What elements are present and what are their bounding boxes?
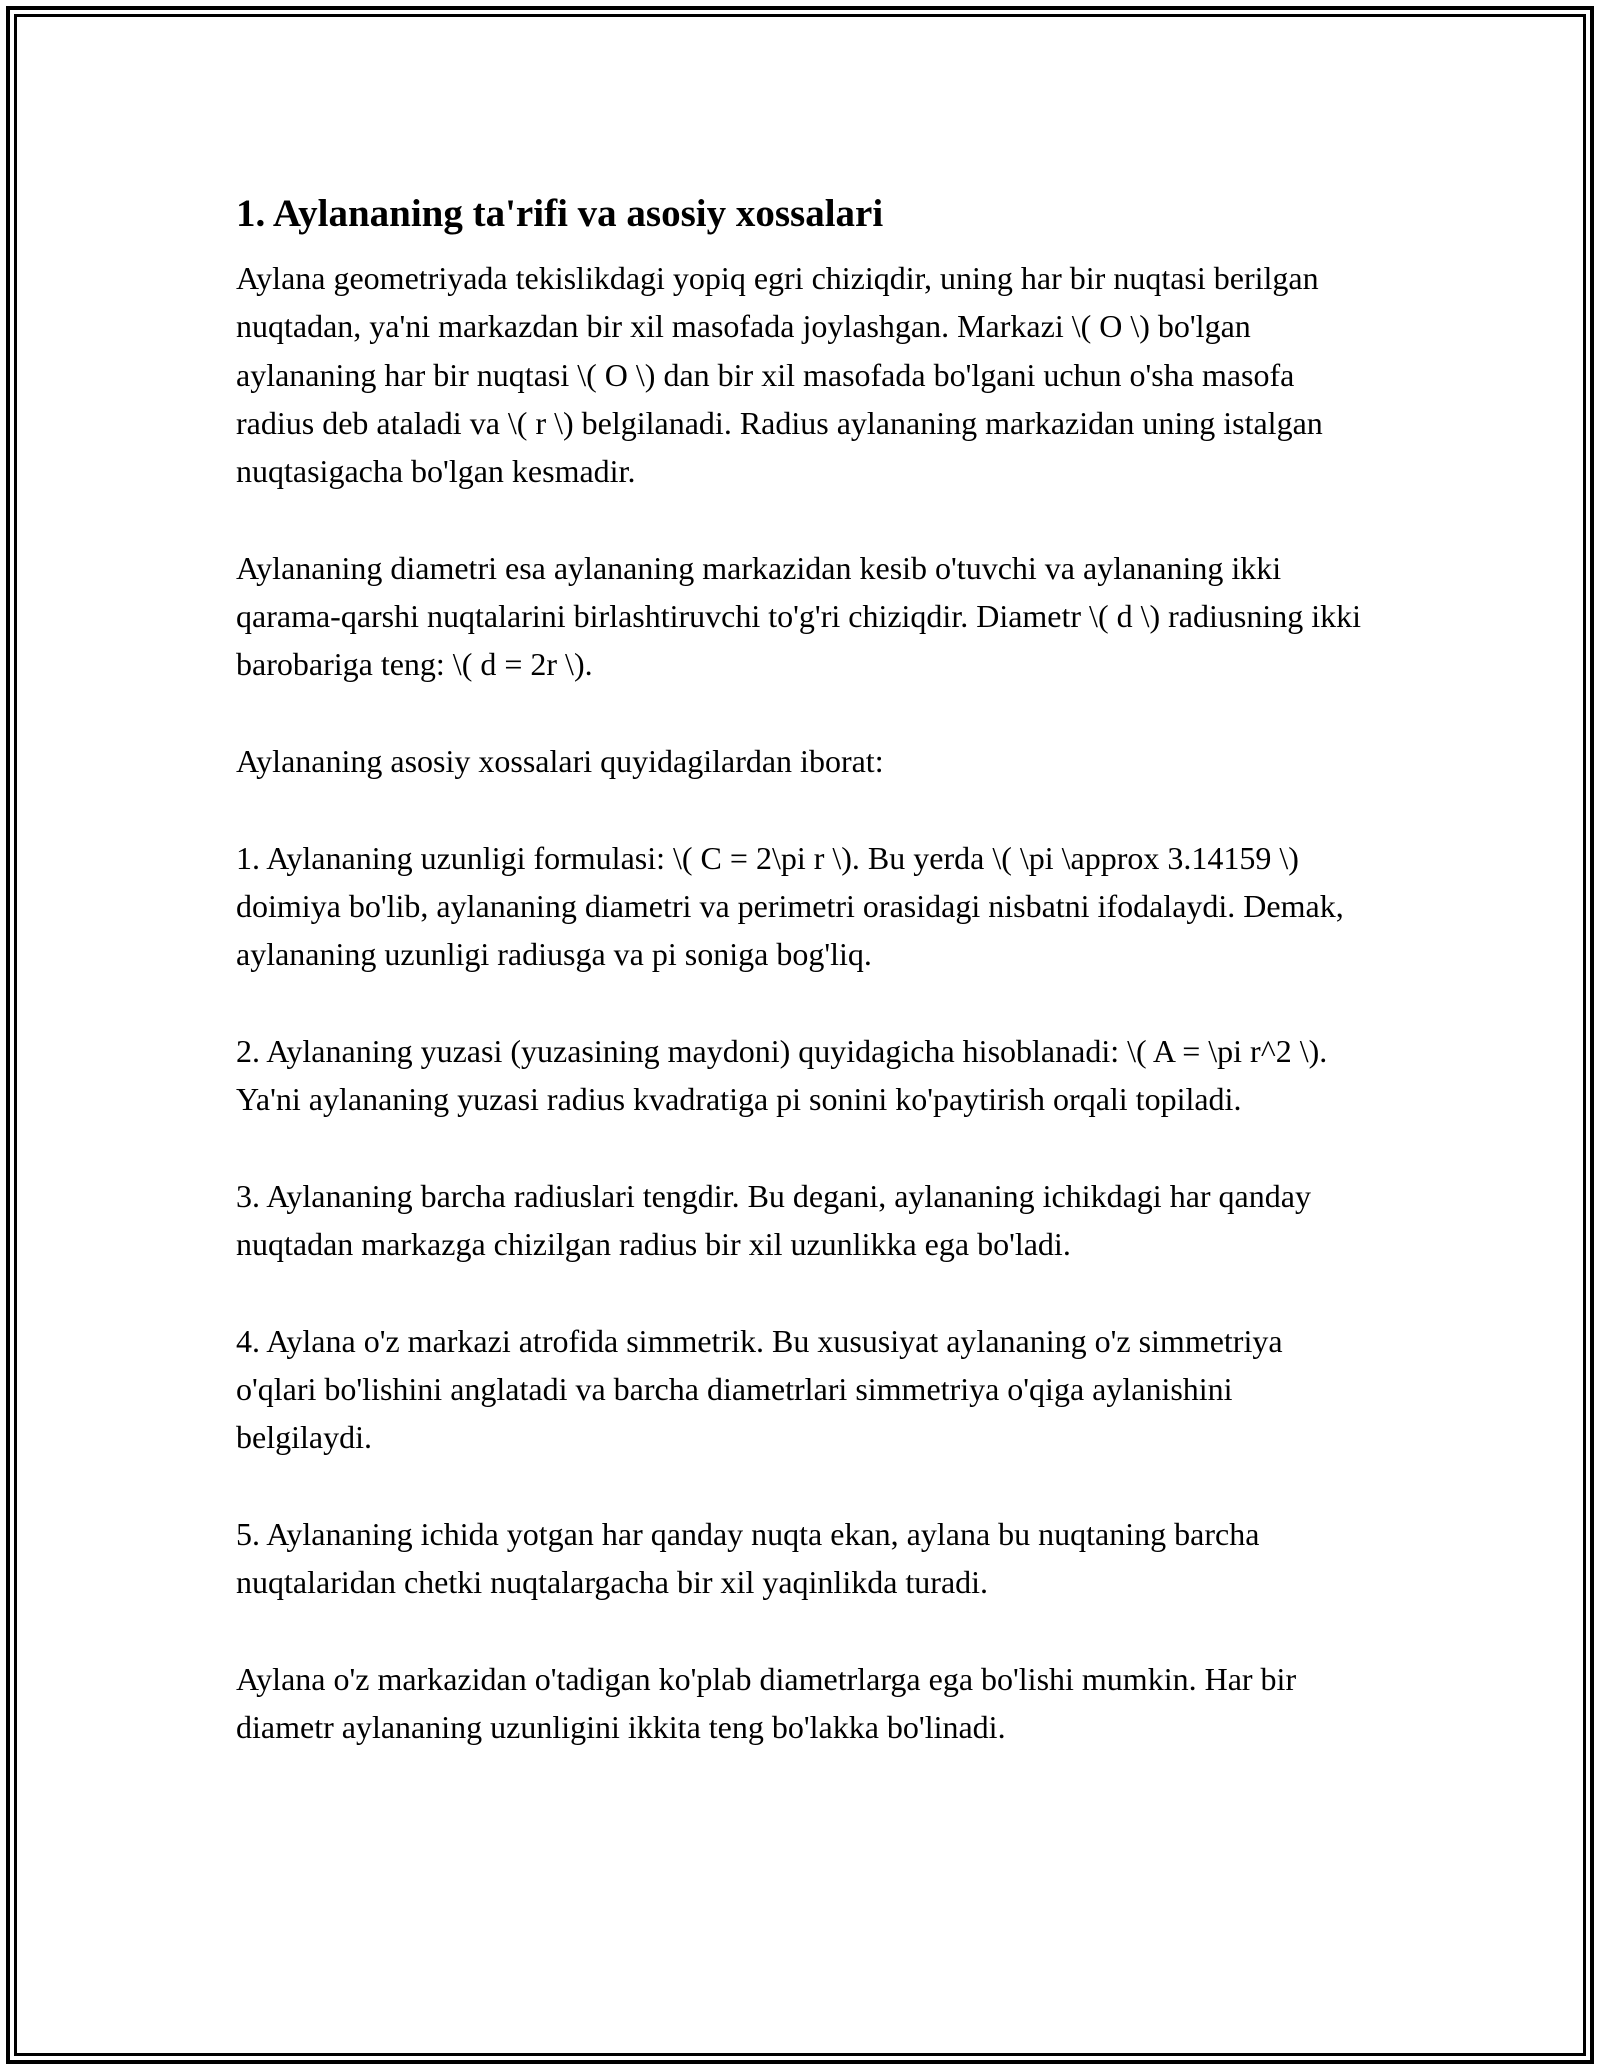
list-item-circumference: 1. Aylananing uzunligi formulasi: \( C = 2\pi r \). Bu yerda \( \pi \approx 3.14159 \) doimiya bo'lib, aylananing diametri va perimetri orasidagi nisbatni ifodalaydi. Demak, aylananing uzunligi radiusga va pi soniga bog'liq. — [236, 839, 1344, 973]
list-item-area: 2. Aylananing yuzasi (yuzasining maydoni) quyidagicha hisoblanadi: \( A = \pi r^2 \). Ya'ni aylananing yuzasi radius kvadratiga pi sonini ko'paytirish orqali topiladi. — [236, 1032, 1328, 1118]
list-item-radii: 3. Aylananing barcha radiuslari tengdir. Bu degani, aylananing ichikdagi har qanday nuqtadan markazga chizilgan radius bir xil uzunlikka ega bo'ladi. — [236, 1177, 1311, 1262]
paragraph-properties-intro: Aylananing asosiy xossalari quyidagilardan iborat: — [236, 742, 884, 779]
paragraph-conclusion: Aylana o'z markazidan o'tadigan ko'plab diametrlarga ega bo'lishi mumkin. Har bir diametr aylananing uzunligini ikkita teng bo'lakka bo'linadi. — [236, 1660, 1297, 1745]
document-body — [236, 186, 1366, 1800]
paragraph-diameter: Aylananing diametri esa aylananing markazidan kesib o'tuvchi va aylananing ikki qarama-qarshi nuqtalarini birlashtiruvchi to'g'ri chiziqdir. Diametr \( d \) radiusning ikki barobariga teng: \( d = 2r \). — [236, 549, 1362, 683]
section-heading: 1. Aylananing ta'rifi va asosiy xossalari — [236, 192, 884, 235]
list-item-symmetry: 4. Aylana o'z markazi atrofida simmetrik. Bu xususiyat aylananing o'z simmetriya o'qlari bo'lishini anglatadi va barcha diametrlari simmetriya o'qiga aylanishini belgilaydi. — [236, 1322, 1283, 1456]
paragraph-definition: Aylana geometriyada tekislikdagi yopiq egri chiziqdir, uning har bir nuqtasi berilgan nuqtadan, ya'ni markazdan bir xil masofada joylashgan. Markazi \( O \) bo'lgan aylananing har bir nuqtasi \( O \) dan bir xil masofada bo'lgani uchun o'sha masofa radius deb ataladi va \( r \) belgilanadi. Radius aylananing markazidan uning istalgan nuqtasigacha bo'lgan kesmadir. — [236, 260, 1323, 490]
list-item-interior-point: 5. Aylananing ichida yotgan har qanday nuqta ekan, aylana bu nuqtaning barcha nuqtalaridan chetki nuqtalargacha bir xil yaqinlikda turadi. — [236, 1515, 1260, 1601]
